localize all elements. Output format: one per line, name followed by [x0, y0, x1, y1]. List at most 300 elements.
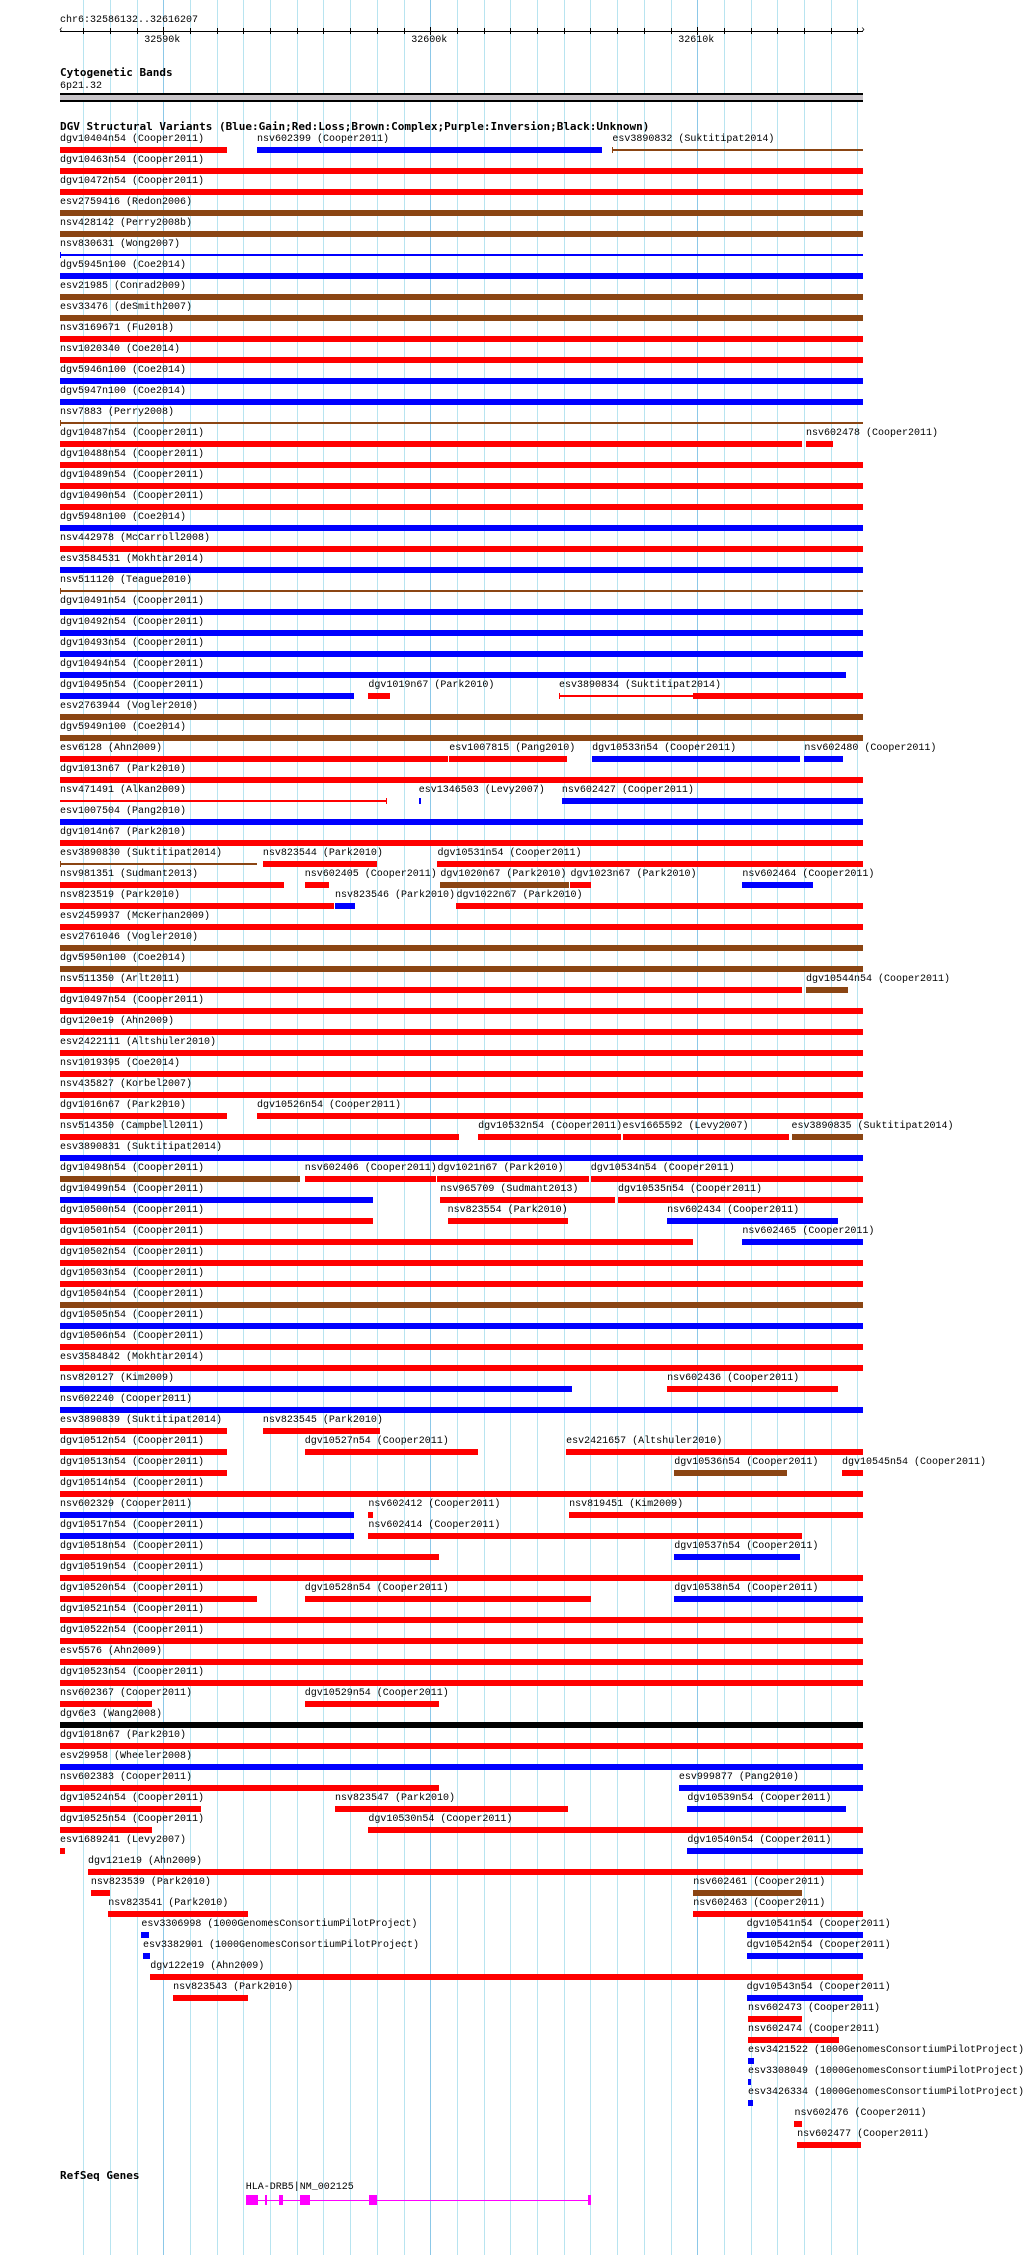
variant-label[interactable]: dgv1021n67 (Park2010)	[437, 1163, 564, 1174]
variant-label[interactable]: dgv10497n54 (Cooper2011)	[59, 995, 204, 1006]
variant-bar[interactable]	[60, 1029, 863, 1035]
variant-label[interactable]: dgv122e19 (Ahn2009)	[150, 1961, 265, 1972]
variant-bar[interactable]	[60, 1302, 863, 1308]
variant-label[interactable]: dgv10512n54 (Cooper2011)	[59, 1436, 204, 1447]
variant-bar[interactable]	[60, 1848, 65, 1854]
variant-bar[interactable]	[60, 546, 863, 552]
variant-bar[interactable]	[449, 756, 567, 762]
variant-bar[interactable]	[173, 1995, 248, 2001]
variant-bar[interactable]	[91, 1890, 110, 1896]
variant-label[interactable]: esv1007815 (Pang2010)	[449, 743, 576, 754]
variant-label[interactable]: esv29958 (Wheeler2008)	[59, 1751, 192, 1762]
variant-bar[interactable]	[60, 1827, 152, 1833]
variant-label[interactable]: esv3306998 (1000GenomesConsortiumPilotProject)	[141, 1919, 418, 1930]
variant-bar[interactable]	[60, 483, 863, 489]
variant-bar[interactable]	[368, 693, 390, 699]
variant-bar[interactable]	[60, 1659, 863, 1665]
variant-bar[interactable]	[456, 903, 863, 909]
variant-label[interactable]: nsv602480 (Cooper2011)	[804, 743, 937, 754]
variant-bar[interactable]	[747, 1953, 863, 1959]
variant-label[interactable]: nsv1019395 (Coe2014)	[59, 1058, 180, 1069]
variant-label[interactable]: dgv1013n67 (Park2010)	[59, 764, 186, 775]
variant-label[interactable]: dgv10506n54 (Cooper2011)	[59, 1331, 204, 1342]
variant-bar[interactable]	[60, 147, 227, 153]
variant-bar[interactable]	[687, 1806, 846, 1812]
variant-label[interactable]: dgv10472n54 (Cooper2011)	[59, 176, 204, 187]
variant-label[interactable]: nsv602427 (Cooper2011)	[561, 785, 694, 796]
variant-label[interactable]: dgv10530n54 (Cooper2011)	[368, 1814, 513, 1825]
variant-bar[interactable]	[570, 882, 590, 888]
variant-bar[interactable]	[257, 1113, 863, 1119]
variant-label[interactable]: dgv10535n54 (Cooper2011)	[617, 1184, 762, 1195]
variant-label[interactable]: nsv602412 (Cooper2011)	[368, 1499, 501, 1510]
variant-bar[interactable]	[60, 945, 863, 951]
variant-bar[interactable]	[559, 695, 693, 697]
variant-label[interactable]: dgv10491n54 (Cooper2011)	[59, 596, 204, 607]
variant-label[interactable]: nsv823519 (Park2010)	[59, 890, 180, 901]
variant-bar[interactable]	[60, 1113, 227, 1119]
variant-bar[interactable]	[60, 1491, 863, 1497]
variant-bar[interactable]	[60, 987, 802, 993]
variant-bar[interactable]	[60, 1176, 300, 1182]
variant-bar[interactable]	[674, 1596, 863, 1602]
variant-label[interactable]: dgv10502n54 (Cooper2011)	[59, 1247, 204, 1258]
variant-bar[interactable]	[437, 1176, 589, 1182]
variant-label[interactable]: dgv10542n54 (Cooper2011)	[746, 1940, 891, 1951]
variant-label[interactable]: dgv1022n67 (Park2010)	[456, 890, 583, 901]
variant-label[interactable]: dgv1020n67 (Park2010)	[440, 869, 567, 880]
variant-bar[interactable]	[368, 1533, 801, 1539]
variant-bar[interactable]	[60, 422, 863, 424]
variant-bar[interactable]	[305, 1176, 436, 1182]
variant-label[interactable]: esv3890831 (Suktitipat2014)	[59, 1142, 222, 1153]
variant-bar[interactable]	[60, 462, 863, 468]
variant-label[interactable]: esv3890834 (Suktitipat2014)	[558, 680, 721, 691]
variant-bar[interactable]	[60, 714, 863, 720]
variant-bar[interactable]	[263, 861, 377, 867]
variant-bar[interactable]	[108, 1911, 248, 1917]
variant-bar[interactable]	[623, 1134, 789, 1140]
variant-label[interactable]: dgv10490n54 (Cooper2011)	[59, 491, 204, 502]
variant-label[interactable]: dgv10492n54 (Cooper2011)	[59, 617, 204, 628]
variant-label[interactable]: esv2421657 (Altshuler2010)	[566, 1436, 723, 1447]
variant-bar[interactable]	[566, 1449, 863, 1455]
variant-bar[interactable]	[60, 1806, 201, 1812]
variant-bar[interactable]	[335, 1806, 568, 1812]
variant-label[interactable]: dgv5950n100 (Coe2014)	[59, 953, 186, 964]
variant-bar[interactable]	[748, 2016, 802, 2022]
variant-label[interactable]: dgv10518n54 (Cooper2011)	[59, 1541, 204, 1552]
variant-label[interactable]: dgv10517n54 (Cooper2011)	[59, 1520, 204, 1531]
variant-bar[interactable]	[60, 1386, 572, 1392]
variant-label[interactable]: esv6128 (Ahn2009)	[59, 743, 162, 754]
variant-bar[interactable]	[618, 1197, 863, 1203]
variant-bar[interactable]	[569, 1512, 863, 1518]
variant-bar[interactable]	[693, 1911, 863, 1917]
variant-label[interactable]: dgv10536n54 (Cooper2011)	[674, 1457, 819, 1468]
variant-label[interactable]: dgv1014n67 (Park2010)	[59, 827, 186, 838]
variant-label[interactable]: dgv10495n54 (Cooper2011)	[59, 680, 204, 691]
variant-bar[interactable]	[141, 1932, 148, 1938]
variant-bar[interactable]	[60, 1197, 373, 1203]
variant-bar[interactable]	[60, 1785, 439, 1791]
variant-label[interactable]: dgv1023n67 (Park2010)	[570, 869, 697, 880]
variant-bar[interactable]	[60, 231, 863, 237]
variant-bar[interactable]	[60, 630, 863, 636]
variant-label[interactable]: dgv10545n54 (Cooper2011)	[841, 1457, 987, 1468]
variant-label[interactable]: nsv602405 (Cooper2011)	[304, 869, 437, 880]
variant-label[interactable]: nsv511350 (Arlt2011)	[59, 974, 180, 985]
variant-bar[interactable]	[305, 1701, 439, 1707]
variant-label[interactable]: esv1665592 (Levy2007)	[622, 1121, 749, 1132]
variant-bar[interactable]	[693, 1890, 801, 1896]
variant-bar[interactable]	[797, 2142, 861, 2148]
variant-label[interactable]: dgv10498n54 (Cooper2011)	[59, 1163, 204, 1174]
variant-bar[interactable]	[60, 1638, 863, 1644]
variant-bar[interactable]	[592, 756, 800, 762]
variant-label[interactable]: nsv602473 (Cooper2011)	[748, 2003, 881, 2014]
variant-label[interactable]: nsv514350 (Campbell2011)	[59, 1121, 204, 1132]
variant-label[interactable]: dgv5949n100 (Coe2014)	[59, 722, 186, 733]
variant-label[interactable]: dgv121e19 (Ahn2009)	[87, 1856, 202, 1867]
variant-bar[interactable]	[368, 1827, 863, 1833]
variant-bar[interactable]	[60, 1533, 354, 1539]
variant-label[interactable]: nsv602461 (Cooper2011)	[693, 1877, 826, 1888]
variant-label[interactable]: dgv10521n54 (Cooper2011)	[59, 1604, 204, 1615]
variant-label[interactable]: nsv602414 (Cooper2011)	[368, 1520, 501, 1531]
variant-label[interactable]: nsv602367 (Cooper2011)	[59, 1688, 192, 1699]
variant-bar[interactable]	[60, 1323, 863, 1329]
variant-bar[interactable]	[60, 294, 863, 300]
variant-bar[interactable]	[674, 1554, 800, 1560]
variant-label[interactable]: nsv602383 (Cooper2011)	[59, 1772, 192, 1783]
variant-label[interactable]: dgv10522n54 (Cooper2011)	[59, 1625, 204, 1636]
variant-bar[interactable]	[60, 357, 863, 363]
variant-label[interactable]: dgv10520n54 (Cooper2011)	[59, 1583, 204, 1594]
variant-label[interactable]: nsv823547 (Park2010)	[334, 1793, 455, 1804]
variant-label[interactable]: nsv602399 (Cooper2011)	[256, 134, 390, 145]
variant-label[interactable]: nsv823544 (Park2010)	[262, 848, 383, 859]
variant-label[interactable]: nsv823545 (Park2010)	[262, 1415, 383, 1426]
variant-label[interactable]: nsv602464 (Cooper2011)	[742, 869, 875, 880]
variant-label[interactable]: nsv602477 (Cooper2011)	[797, 2129, 930, 2140]
variant-bar[interactable]	[748, 2100, 753, 2106]
variant-bar[interactable]	[60, 1743, 863, 1749]
variant-bar[interactable]	[60, 672, 846, 678]
variant-label[interactable]: dgv1016n67 (Park2010)	[59, 1100, 186, 1111]
variant-label[interactable]: nsv3169671 (Fu2018)	[59, 323, 174, 334]
variant-bar[interactable]	[60, 378, 863, 384]
variant-label[interactable]: dgv10488n54 (Cooper2011)	[59, 449, 204, 460]
variant-label[interactable]: dgv10505n54 (Cooper2011)	[59, 1310, 204, 1321]
variant-label[interactable]: nsv602474 (Cooper2011)	[748, 2024, 881, 2035]
variant-bar[interactable]	[60, 1470, 227, 1476]
variant-bar[interactable]	[368, 1512, 372, 1518]
variant-label[interactable]: dgv10529n54 (Cooper2011)	[304, 1688, 449, 1699]
variant-bar[interactable]	[60, 189, 863, 195]
variant-label[interactable]: nsv602478 (Cooper2011)	[805, 428, 938, 439]
variant-bar[interactable]	[335, 903, 355, 909]
variant-label[interactable]: dgv10500n54 (Cooper2011)	[59, 1205, 204, 1216]
variant-bar[interactable]	[60, 1008, 863, 1014]
variant-label[interactable]: dgv10531n54 (Cooper2011)	[437, 848, 582, 859]
variant-bar[interactable]	[60, 1344, 863, 1350]
variant-label[interactable]: nsv7883 (Perry2008)	[59, 407, 174, 418]
variant-bar[interactable]	[305, 1596, 591, 1602]
variant-bar[interactable]	[440, 882, 569, 888]
variant-bar[interactable]	[60, 1365, 863, 1371]
variant-label[interactable]: nsv442978 (McCarroll2008)	[59, 533, 210, 544]
variant-label[interactable]: dgv10503n54 (Cooper2011)	[59, 1268, 204, 1279]
variant-label[interactable]: dgv10526n54 (Cooper2011)	[256, 1100, 402, 1111]
variant-label[interactable]: dgv10537n54 (Cooper2011)	[674, 1541, 819, 1552]
variant-bar[interactable]	[305, 882, 329, 888]
variant-bar[interactable]	[60, 1071, 863, 1077]
variant-bar[interactable]	[679, 1785, 863, 1791]
variant-bar[interactable]	[60, 567, 863, 573]
variant-bar[interactable]	[60, 1575, 863, 1581]
variant-bar[interactable]	[60, 693, 354, 699]
variant-bar[interactable]	[60, 1701, 152, 1707]
variant-bar[interactable]	[60, 1092, 863, 1098]
variant-label[interactable]: esv3890839 (Suktitipat2014)	[59, 1415, 222, 1426]
variant-bar[interactable]	[60, 1134, 459, 1140]
variant-label[interactable]: nsv511120 (Teague2010)	[59, 575, 192, 586]
variant-bar[interactable]	[60, 1218, 373, 1224]
variant-label[interactable]: esv3421522 (1000GenomesConsortiumPilotProject)	[748, 2045, 1024, 2056]
variant-label[interactable]: dgv10504n54 (Cooper2011)	[59, 1289, 204, 1300]
variant-label[interactable]: nsv602329 (Cooper2011)	[59, 1499, 192, 1510]
variant-bar[interactable]	[842, 1470, 863, 1476]
variant-label[interactable]: nsv823554 (Park2010)	[447, 1205, 568, 1216]
variant-bar[interactable]	[687, 1848, 863, 1854]
variant-label[interactable]: esv1007504 (Pang2010)	[59, 806, 186, 817]
variant-bar[interactable]	[60, 863, 257, 865]
variant-bar[interactable]	[742, 882, 813, 888]
variant-label[interactable]: nsv981351 (Sudmant2013)	[59, 869, 198, 880]
variant-bar[interactable]	[60, 1764, 863, 1770]
variant-bar[interactable]	[591, 1176, 863, 1182]
variant-label[interactable]: nsv602406 (Cooper2011)	[304, 1163, 437, 1174]
variant-bar[interactable]	[60, 1617, 863, 1623]
variant-bar[interactable]	[60, 1449, 227, 1455]
variant-label[interactable]: dgv10540n54 (Cooper2011)	[687, 1835, 832, 1846]
variant-label[interactable]: nsv602436 (Cooper2011)	[667, 1373, 800, 1384]
variant-label[interactable]: dgv10539n54 (Cooper2011)	[687, 1793, 832, 1804]
variant-label[interactable]: nsv823541 (Park2010)	[108, 1898, 229, 1909]
variant-bar[interactable]	[88, 1869, 863, 1875]
variant-label[interactable]: dgv10533n54 (Cooper2011)	[592, 743, 737, 754]
variant-bar[interactable]	[60, 903, 334, 909]
variant-label[interactable]: dgv10541n54 (Cooper2011)	[746, 1919, 891, 1930]
variant-bar[interactable]	[60, 315, 863, 321]
variant-label[interactable]: esv3890830 (Suktitipat2014)	[59, 848, 222, 859]
variant-bar[interactable]	[60, 735, 863, 741]
variant-bar[interactable]	[748, 2058, 754, 2064]
variant-bar[interactable]	[60, 1239, 693, 1245]
variant-bar[interactable]	[60, 399, 863, 405]
variant-bar[interactable]	[437, 861, 863, 867]
variant-bar[interactable]	[60, 924, 863, 930]
variant-label[interactable]: dgv5947n100 (Coe2014)	[59, 386, 186, 397]
variant-bar[interactable]	[612, 149, 863, 151]
variant-label[interactable]: nsv1020340 (Coe2014)	[59, 344, 180, 355]
variant-bar[interactable]	[60, 1050, 863, 1056]
variant-label[interactable]: dgv10487n54 (Cooper2011)	[59, 428, 204, 439]
variant-label[interactable]: dgv10519n54 (Cooper2011)	[59, 1562, 204, 1573]
variant-label[interactable]: dgv10523n54 (Cooper2011)	[59, 1667, 204, 1678]
variant-label[interactable]: dgv10538n54 (Cooper2011)	[674, 1583, 819, 1594]
variant-bar[interactable]	[667, 1218, 838, 1224]
variant-bar[interactable]	[60, 651, 863, 657]
variant-bar[interactable]	[748, 2037, 839, 2043]
variant-bar[interactable]	[448, 1218, 568, 1224]
variant-label[interactable]: dgv10501n54 (Cooper2011)	[59, 1226, 204, 1237]
variant-bar[interactable]	[257, 147, 602, 153]
variant-bar[interactable]	[60, 1512, 354, 1518]
variant-label[interactable]: nsv435827 (Korbel2007)	[59, 1079, 192, 1090]
variant-label[interactable]: dgv10525n54 (Cooper2011)	[59, 1814, 204, 1825]
variant-bar[interactable]	[60, 1722, 863, 1728]
variant-bar[interactable]	[60, 1260, 863, 1266]
variant-label[interactable]: esv3890832 (Suktitipat2014)	[612, 134, 775, 145]
variant-label[interactable]: esv21985 (Conrad2009)	[59, 281, 186, 292]
variant-bar[interactable]	[794, 2121, 801, 2127]
gene-label[interactable]: HLA-DRB5|NM_002125	[245, 2182, 354, 2193]
variant-bar[interactable]	[478, 1134, 621, 1140]
variant-label[interactable]: esv3584842 (Mokhtar2014)	[59, 1352, 204, 1363]
variant-bar[interactable]	[693, 693, 863, 699]
variant-bar[interactable]	[60, 590, 863, 592]
variant-label[interactable]: esv2459937 (McKernan2009)	[59, 911, 210, 922]
variant-bar[interactable]	[60, 504, 863, 510]
variant-bar[interactable]	[150, 1974, 863, 1980]
variant-bar[interactable]	[748, 2079, 751, 2085]
variant-label[interactable]: esv1346503 (Levy2007)	[418, 785, 545, 796]
variant-bar[interactable]	[60, 273, 863, 279]
variant-bar[interactable]	[60, 1407, 863, 1413]
variant-label[interactable]: dgv10514n54 (Cooper2011)	[59, 1478, 204, 1489]
variant-bar[interactable]	[60, 1155, 863, 1161]
variant-label[interactable]: dgv10499n54 (Cooper2011)	[59, 1184, 204, 1195]
variant-label[interactable]: dgv10524n54 (Cooper2011)	[59, 1793, 204, 1804]
variant-bar[interactable]	[60, 210, 863, 216]
variant-bar[interactable]	[60, 1281, 863, 1287]
variant-bar[interactable]	[60, 819, 863, 825]
variant-bar[interactable]	[60, 1554, 439, 1560]
variant-bar[interactable]	[60, 1680, 863, 1686]
variant-label[interactable]: esv2422111 (Altshuler2010)	[59, 1037, 216, 1048]
variant-label[interactable]: esv2761046 (Vogler2010)	[59, 932, 198, 943]
variant-bar[interactable]	[60, 966, 863, 972]
variant-label[interactable]: dgv120e19 (Ahn2009)	[59, 1016, 174, 1027]
variant-label[interactable]: nsv602476 (Cooper2011)	[794, 2108, 927, 2119]
variant-label[interactable]: esv3382901 (1000GenomesConsortiumPilotProject)	[142, 1940, 420, 1951]
variant-bar[interactable]	[143, 1953, 150, 1959]
variant-label[interactable]: dgv10493n54 (Cooper2011)	[59, 638, 204, 649]
variant-bar[interactable]	[419, 798, 421, 804]
variant-label[interactable]: dgv5948n100 (Coe2014)	[59, 512, 186, 523]
variant-bar[interactable]	[60, 441, 802, 447]
variant-label[interactable]: nsv823543 (Park2010)	[173, 1982, 294, 1993]
variant-label[interactable]: dgv6e3 (Wang2008)	[59, 1709, 162, 1720]
variant-label[interactable]: dgv10404n54 (Cooper2011)	[59, 134, 204, 145]
variant-label[interactable]: nsv602463 (Cooper2011)	[693, 1898, 826, 1909]
variant-label[interactable]: nsv819451 (Kim2009)	[569, 1499, 684, 1510]
variant-label[interactable]: nsv428142 (Perry2008b)	[59, 218, 192, 229]
variant-label[interactable]: esv999877 (Pang2010)	[678, 1772, 799, 1783]
variant-label[interactable]: dgv1018n67 (Park2010)	[59, 1730, 186, 1741]
variant-bar[interactable]	[60, 1596, 257, 1602]
variant-bar[interactable]	[60, 254, 863, 256]
variant-label[interactable]: nsv830631 (Wong2007)	[59, 239, 180, 250]
variant-bar[interactable]	[60, 800, 387, 802]
variant-bar[interactable]	[305, 1449, 478, 1455]
variant-label[interactable]: dgv10513n54 (Cooper2011)	[59, 1457, 204, 1468]
variant-label[interactable]: nsv602240 (Cooper2011)	[59, 1394, 192, 1405]
variant-label[interactable]: dgv10544n54 (Cooper2011)	[805, 974, 950, 985]
variant-label[interactable]: esv33476 (deSmith2007)	[59, 302, 192, 313]
variant-label[interactable]: dgv10463n54 (Cooper2011)	[59, 155, 204, 166]
variant-bar[interactable]	[667, 1386, 838, 1392]
variant-label[interactable]: esv5576 (Ahn2009)	[59, 1646, 162, 1657]
variant-label[interactable]: nsv965709 (Sudmant2013)	[440, 1184, 579, 1195]
variant-label[interactable]: dgv10489n54 (Cooper2011)	[59, 470, 204, 481]
variant-bar[interactable]	[60, 777, 863, 783]
variant-label[interactable]: nsv602434 (Cooper2011)	[667, 1205, 800, 1216]
variant-bar[interactable]	[60, 609, 863, 615]
variant-label[interactable]: esv2763944 (Vogler2010)	[59, 701, 198, 712]
variant-label[interactable]: esv1689241 (Levy2007)	[59, 1835, 186, 1846]
variant-label[interactable]: dgv10534n54 (Cooper2011)	[590, 1163, 735, 1174]
variant-bar[interactable]	[747, 1995, 863, 2001]
variant-bar[interactable]	[60, 756, 448, 762]
variant-label[interactable]: dgv5945n100 (Coe2014)	[59, 260, 186, 271]
variant-bar[interactable]	[263, 1428, 380, 1434]
variant-bar[interactable]	[60, 840, 863, 846]
variant-label[interactable]: nsv820127 (Kim2009)	[59, 1373, 174, 1384]
variant-label[interactable]: esv3308049 (1000GenomesConsortiumPilotProject)	[748, 2066, 1024, 2077]
variant-bar[interactable]	[440, 1197, 615, 1203]
variant-label[interactable]: nsv602465 (Cooper2011)	[742, 1226, 875, 1237]
variant-bar[interactable]	[60, 525, 863, 531]
variant-bar[interactable]	[804, 756, 843, 762]
variant-label[interactable]: dgv10494n54 (Cooper2011)	[59, 659, 204, 670]
variant-label[interactable]: dgv10528n54 (Cooper2011)	[304, 1583, 449, 1594]
variant-label[interactable]: esv3584531 (Mokhtar2014)	[59, 554, 204, 565]
variant-bar[interactable]	[60, 336, 863, 342]
cytoband-bar[interactable]	[60, 93, 863, 102]
variant-bar[interactable]	[806, 987, 848, 993]
variant-bar[interactable]	[792, 1134, 864, 1140]
variant-label[interactable]: nsv471491 (Alkan2009)	[59, 785, 186, 796]
variant-bar[interactable]	[806, 441, 834, 447]
variant-label[interactable]: dgv5946n100 (Coe2014)	[59, 365, 186, 376]
variant-bar[interactable]	[742, 1239, 863, 1245]
variant-bar[interactable]	[60, 882, 285, 888]
variant-bar[interactable]	[60, 1428, 227, 1434]
variant-label[interactable]: esv3890835 (Suktitipat2014)	[791, 1121, 954, 1132]
variant-label[interactable]: dgv10543n54 (Cooper2011)	[746, 1982, 891, 1993]
variant-bar[interactable]	[747, 1932, 863, 1938]
variant-label[interactable]: nsv823546 (Park2010)	[334, 890, 455, 901]
variant-label[interactable]: dgv1019n67 (Park2010)	[368, 680, 495, 691]
variant-label[interactable]: dgv10532n54 (Cooper2011)	[478, 1121, 623, 1132]
variant-label[interactable]: dgv10527n54 (Cooper2011)	[304, 1436, 449, 1447]
variant-bar[interactable]	[562, 798, 863, 804]
variant-bar[interactable]	[60, 168, 863, 174]
variant-label[interactable]: nsv823539 (Park2010)	[90, 1877, 211, 1888]
